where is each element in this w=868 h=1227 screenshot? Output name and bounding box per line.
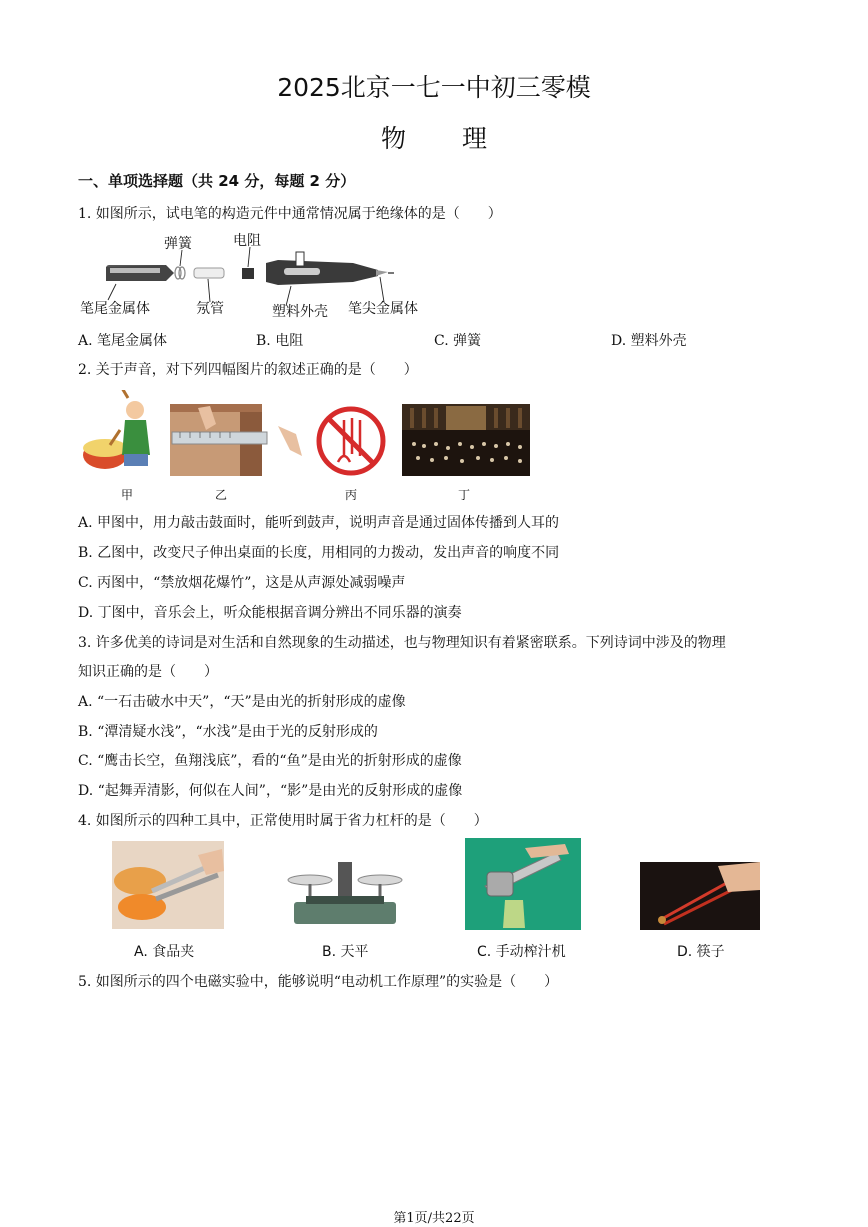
q1-stem: 1. 如图所示，试电笔的构造元件中通常情况属于绝缘体的是（ ） xyxy=(78,206,502,222)
q3-stem-line2: 知识正确的是（ ） xyxy=(78,664,218,680)
q3-option-a: A. “一石击破水中天”，“天”是由光的折射形成的虚像 xyxy=(78,694,406,710)
label-spring: 弹簧 xyxy=(164,236,192,252)
section-heading: 一、单项选择题（共 24 分，每题 2 分） xyxy=(78,172,356,190)
label-tip: 笔尖金属体 xyxy=(348,301,418,317)
q1-option-b: B. 电阻 xyxy=(256,333,304,349)
q4-food-tongs-image xyxy=(112,841,224,929)
q2-ruler-image xyxy=(170,404,305,476)
q4-chopsticks-image xyxy=(640,862,760,930)
q4-juicer-image xyxy=(465,838,581,930)
q4-caption-d: D. 筷子 xyxy=(677,944,725,960)
q2-no-fireworks-sign xyxy=(314,404,388,478)
q2-stem: 2. 关于声音，对下列四幅图片的叙述正确的是（ ） xyxy=(78,362,418,378)
q4-caption-c: C. 手动榨汁机 xyxy=(477,944,566,960)
q2-caption-bing: 丙 xyxy=(345,488,358,502)
q4-caption-b: B. 天平 xyxy=(322,944,369,960)
q2-concert-image xyxy=(402,404,530,476)
subject-char-2: 理 xyxy=(462,124,488,153)
q2-option-c: C. 丙图中，“禁放烟花爆竹”，这是从声源处减弱噪声 xyxy=(78,575,406,591)
q5-stem: 5. 如图所示的四个电磁实验中，能够说明“电动机工作原理”的实验是（ ） xyxy=(78,974,559,990)
q4-caption-a: A. 食品夹 xyxy=(134,944,195,960)
pen-spring xyxy=(175,267,185,279)
subject-char-1: 物 xyxy=(380,124,406,153)
q2-caption-jia: 甲 xyxy=(121,488,134,502)
pen-shell xyxy=(266,252,378,285)
q1-option-c: C. 弹簧 xyxy=(434,333,482,349)
q2-option-b: B. 乙图中，改变尺子伸出桌面的长度，用相同的力拨动，发出声音的响度不同 xyxy=(78,545,560,561)
pen-resistor xyxy=(242,268,254,279)
q2-option-d: D. 丁图中，音乐会上，听众能根据音调分辨出不同乐器的演奏 xyxy=(78,605,462,621)
q1-option-a: A. 笔尾金属体 xyxy=(78,333,168,349)
q4-balance-image xyxy=(286,856,404,928)
q3-option-d: D. “起舞弄清影，何似在人间”，“影”是由光的反射形成的虚像 xyxy=(78,783,463,799)
q3-option-b: B. “潭清疑水浅”，“水浅”是由于光的反射形成的 xyxy=(78,724,378,740)
q4-stem: 4. 如图所示的四种工具中，正常使用时属于省力杠杆的是（ ） xyxy=(78,813,488,829)
pen-neon-tube xyxy=(194,268,224,278)
q3-stem-line1: 3. 许多优美的诗词是对生活和自然现象的生动描述，也与物理知识有着紧密联系。下列诗词中涉及的物理 xyxy=(78,635,726,651)
label-shell: 塑料外壳 xyxy=(272,304,328,320)
label-resistor: 电阻 xyxy=(233,233,261,249)
q1-option-d: D. 塑料外壳 xyxy=(611,333,687,349)
page-title: 2025北京一七一中初三零模 xyxy=(277,73,591,102)
label-tail: 笔尾金属体 xyxy=(80,301,150,317)
q3-option-c: C. “鹰击长空，鱼翔浅底”，看的“鱼”是由光的折射形成的虚像 xyxy=(78,753,462,769)
subject-title xyxy=(0,119,868,155)
q2-option-a: A. 甲图中，用力敲击鼓面时，能听到鼓声，说明声音是通过固体传播到人耳的 xyxy=(78,515,560,531)
q2-caption-yi: 乙 xyxy=(215,488,228,502)
q2-caption-ding: 丁 xyxy=(458,488,471,502)
q2-drum-image xyxy=(80,390,160,480)
pen-tail-part xyxy=(106,265,174,281)
label-neon: 氖管 xyxy=(196,301,224,317)
pen-tip xyxy=(376,270,394,276)
page-footer: 第1页/共22页 xyxy=(393,1211,475,1226)
